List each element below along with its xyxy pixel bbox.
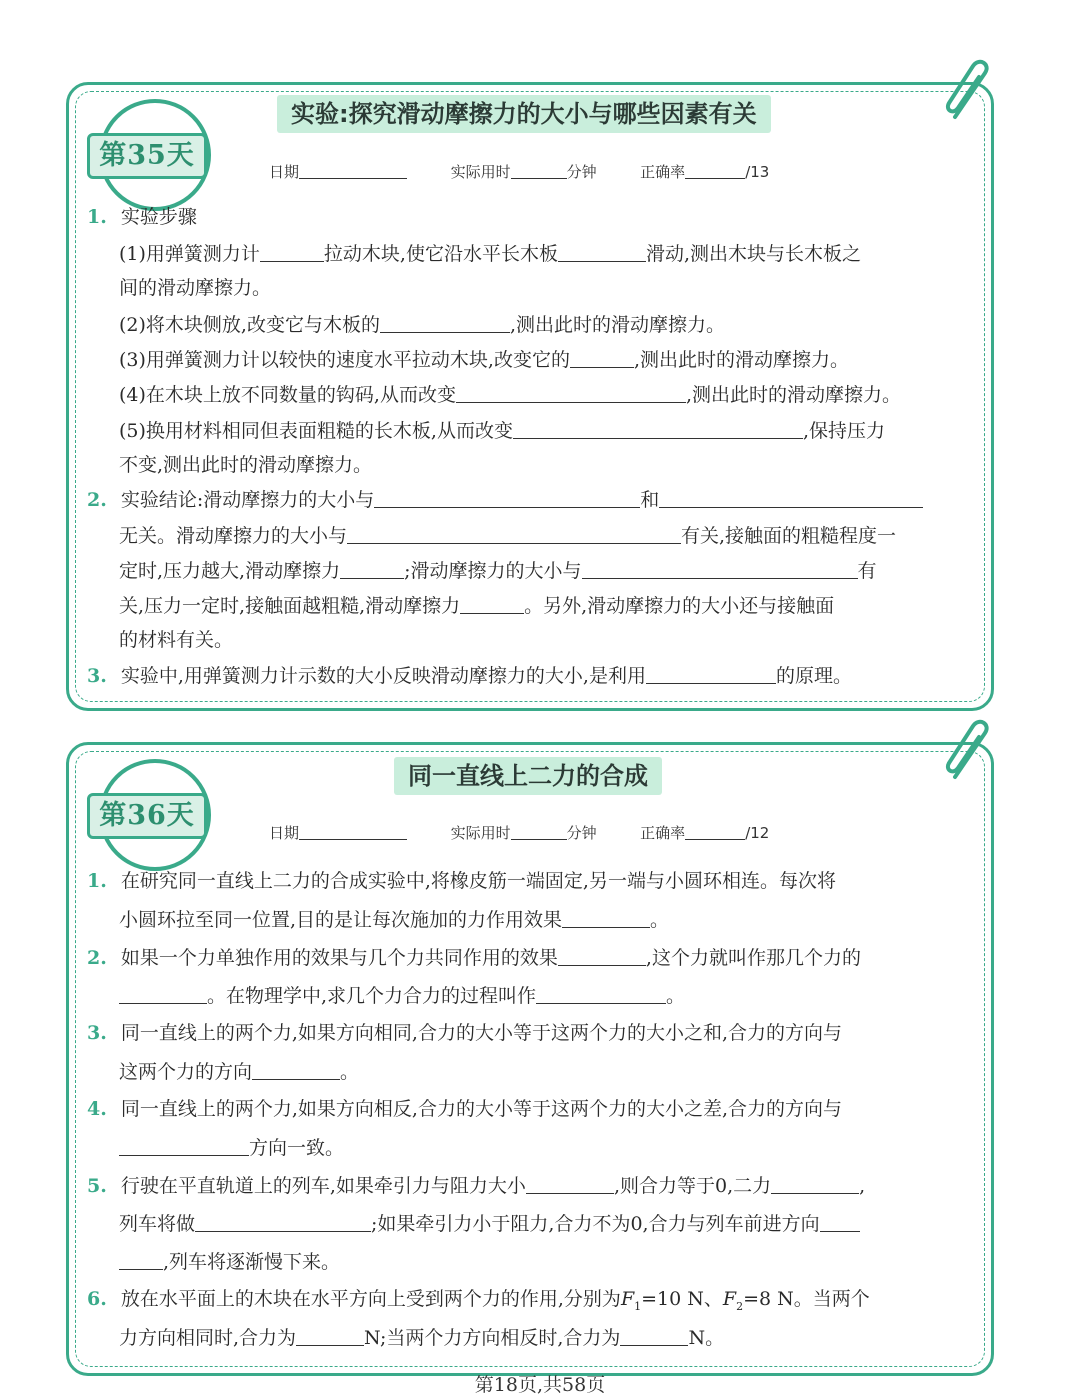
answer-blank[interactable] bbox=[526, 1173, 614, 1194]
answer-blank[interactable] bbox=[460, 593, 524, 614]
answer-blank[interactable] bbox=[380, 312, 510, 333]
answer-blank[interactable] bbox=[119, 983, 207, 1004]
answer-blank[interactable] bbox=[296, 1325, 364, 1346]
question-2-line-5: 的材料有关。 bbox=[119, 629, 234, 651]
step-5-cont: 不变,测出此时的滑动摩擦力。 bbox=[119, 454, 373, 476]
question-2-line-2: 。在物理学中,求几个力合力的过程叫作 。 bbox=[119, 983, 685, 1008]
force-symbol: F bbox=[620, 1288, 635, 1310]
time-label: 实际用时 bbox=[450, 824, 511, 842]
question-1-line-1: 1. 在研究同一直线上二力的合成实验中,将橡皮筋一端固定,另一端与小圆环相连。每次将 bbox=[87, 870, 836, 892]
section-title: 同一直线上二力的合成 bbox=[394, 757, 662, 795]
date-label: 日期 bbox=[269, 824, 300, 842]
answer-blank[interactable] bbox=[659, 487, 923, 508]
date-blank[interactable] bbox=[299, 825, 407, 840]
step-4-line: (4)在木块上放不同数量的钩码,从而改变 ,测出此时的滑动摩擦力。 bbox=[119, 384, 902, 406]
question-1-head: 1. 实验步骤 bbox=[87, 206, 197, 228]
answer-blank[interactable] bbox=[620, 1325, 688, 1346]
date-blank[interactable] bbox=[299, 164, 407, 179]
answer-blank[interactable] bbox=[340, 558, 404, 579]
question-2-line-1: 2. 实验结论:滑动摩擦力的大小与 和 bbox=[87, 487, 923, 512]
question-3-line-2: 这两个力的方向 。 bbox=[119, 1061, 360, 1083]
answer-blank[interactable] bbox=[252, 1059, 340, 1080]
time-blank[interactable] bbox=[511, 164, 567, 179]
step-1-cont: 间的滑动摩擦力。 bbox=[119, 277, 272, 299]
answer-blank[interactable] bbox=[558, 945, 646, 966]
question-3-line: 3. 实验中,用弹簧测力计示数的大小反映滑动摩擦力的大小,是利用 的原理。 bbox=[87, 665, 852, 687]
answer-blank[interactable] bbox=[582, 558, 858, 579]
meta-row bbox=[269, 161, 769, 182]
question-2-line-3: 定时,压力越大,滑动摩擦力 ;滑动摩擦力的大小与 有 bbox=[119, 560, 877, 582]
answer-blank[interactable] bbox=[260, 241, 324, 262]
date-label: 日期 bbox=[269, 163, 300, 181]
time-label: 实际用时 bbox=[450, 163, 511, 181]
step-1-line: (1)用弹簧测力计 拉动木块,使它沿水平长木板 滑动,测出木块与长木板之 bbox=[119, 243, 862, 265]
day-badge bbox=[87, 107, 211, 199]
answer-blank[interactable] bbox=[646, 663, 776, 684]
accuracy-label: 正确率 bbox=[640, 163, 686, 181]
page-counter: 第18页,共58页 bbox=[474, 1374, 606, 1396]
section-title: 实验:探究滑动摩擦力的大小与哪些因素有关 bbox=[277, 95, 771, 133]
meta-row bbox=[269, 822, 769, 843]
day35-card bbox=[66, 82, 994, 711]
accuracy-total: /12 bbox=[745, 824, 770, 842]
accuracy-total: /13 bbox=[745, 163, 770, 181]
answer-blank[interactable] bbox=[536, 983, 666, 1004]
answer-blank[interactable] bbox=[195, 1211, 371, 1232]
answer-blank[interactable] bbox=[347, 523, 681, 544]
question-2-line-2: 无关。滑动摩擦力的大小与 有关,接触面的粗糙程度一 bbox=[119, 525, 897, 547]
step-3-line: (3)用弹簧测力计以较快的速度水平拉动木块,改变它的 ,测出此时的滑动摩擦力。 bbox=[119, 349, 850, 371]
step-5-line: (5)换用材料相同但表面粗糙的长木板,从而改变 ,保持压力 bbox=[119, 420, 886, 442]
paperclip-icon bbox=[941, 719, 997, 783]
question-6-line-1: 6. 放在水平面上的木块在水平方向上受到两个力的作用,分别为$F_1=10$ N、$F_2=8$ N。当两个 bbox=[87, 1288, 870, 1313]
answer-blank[interactable] bbox=[562, 907, 650, 928]
question-5-line-2: 列车将做 ;如果牵引力小于阻力,合力不为0,合力与列车前进方向 bbox=[119, 1211, 860, 1236]
day-badge bbox=[87, 767, 211, 859]
answer-blank[interactable] bbox=[570, 347, 634, 368]
paperclip-icon bbox=[941, 59, 997, 123]
accuracy-label: 正确率 bbox=[640, 824, 686, 842]
question-2-line-1: 2. 如果一个力单独作用的效果与几个力共同作用的效果 ,这个力就叫作那几个力的 bbox=[87, 947, 861, 969]
question-2-line-4: 关,压力一定时,接触面越粗糙,滑动摩擦力 。另外,滑动摩擦力的大小还与接触面 bbox=[119, 595, 835, 617]
question-3-line-1: 3. 同一直线上的两个力,如果方向相同,合力的大小等于这两个力的大小之和,合力的方向与 bbox=[87, 1022, 843, 1044]
answer-blank[interactable] bbox=[456, 382, 686, 403]
step-2-line: (2)将木块侧放,改变它与木板的 ,测出此时的滑动摩擦力。 bbox=[119, 314, 726, 336]
answer-blank[interactable] bbox=[513, 418, 803, 439]
accuracy-blank[interactable] bbox=[685, 164, 745, 179]
accuracy-blank[interactable] bbox=[685, 825, 745, 840]
force-symbol: F bbox=[722, 1288, 737, 1310]
answer-blank[interactable] bbox=[374, 487, 640, 508]
minute-label: 分钟 bbox=[566, 824, 597, 842]
minute-label: 分钟 bbox=[566, 163, 597, 181]
question-1-line-2: 小圆环拉至同一位置,目的是让每次施加的力作用效果 。 bbox=[119, 909, 670, 931]
question-4-line-1: 4. 同一直线上的两个力,如果方向相反,合力的大小等于这两个力的大小之差,合力的方向与 bbox=[87, 1098, 843, 1120]
question-6-line-2: 力方向相同时,合力为 N;当两个力方向相反时,合力为 N。 bbox=[119, 1327, 725, 1349]
question-5-line-1: 5. 行驶在平直轨道上的列车,如果牵引力与阻力大小 ,则合力等于0,二力 , bbox=[87, 1175, 866, 1197]
day36-card bbox=[66, 742, 994, 1376]
badge-label: 第35天 bbox=[87, 133, 207, 179]
answer-blank[interactable] bbox=[119, 1135, 249, 1156]
answer-blank[interactable] bbox=[771, 1173, 859, 1194]
answer-blank[interactable] bbox=[558, 241, 646, 262]
answer-blank[interactable] bbox=[820, 1211, 860, 1232]
time-blank[interactable] bbox=[511, 825, 567, 840]
answer-blank[interactable] bbox=[119, 1249, 163, 1270]
badge-label: 第36天 bbox=[87, 793, 207, 839]
question-4-line-2: 方向一致。 bbox=[119, 1135, 344, 1160]
question-5-line-3: ,列车将逐渐慢下来。 bbox=[119, 1249, 340, 1274]
